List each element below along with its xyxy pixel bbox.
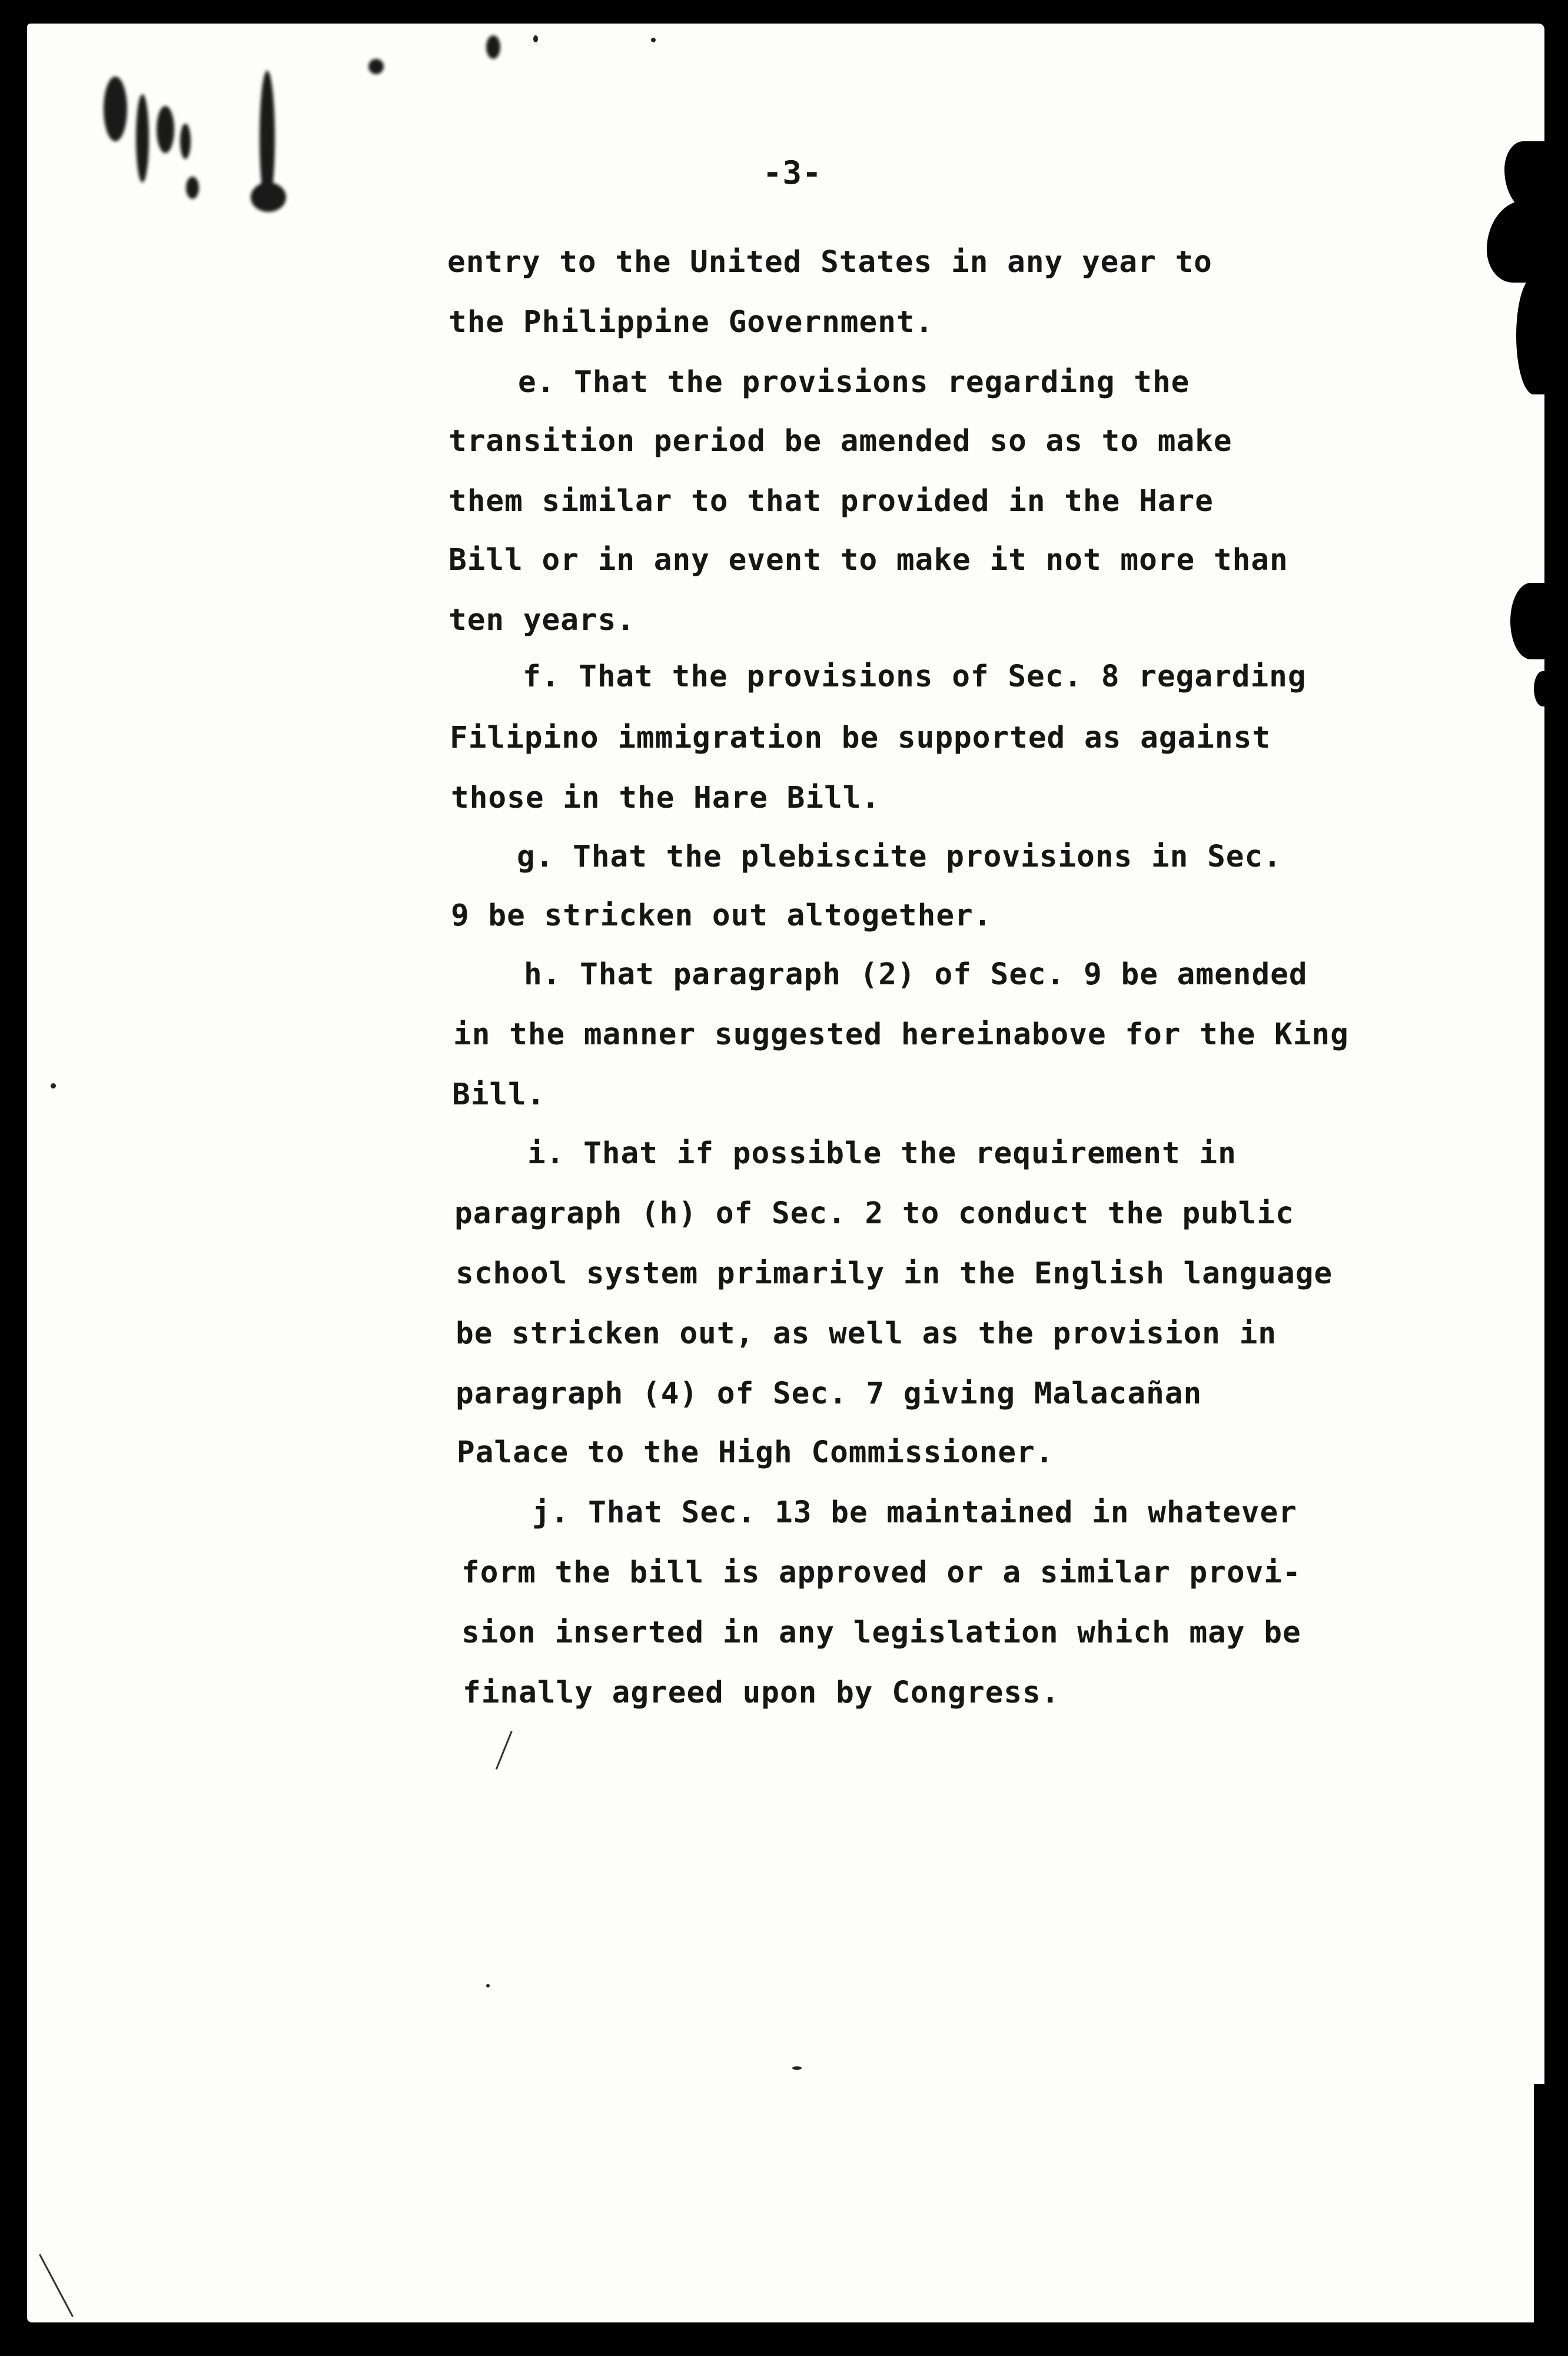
pen-mark (39, 2254, 74, 2317)
text-line: g. That the plebiscite provisions in Sec. (517, 839, 1282, 874)
ink-speck (651, 38, 656, 42)
text-line: in the manner suggested hereinabove for the King (453, 1017, 1349, 1052)
text-line: paragraph (4) of Sec. 7 giving Malacañan (456, 1376, 1202, 1411)
ink-speck (51, 1083, 56, 1089)
ink-smudge (251, 182, 286, 212)
page-number: -3- (763, 154, 822, 191)
text-line: e. That the provisions regarding the (518, 365, 1190, 400)
text-line: paragraph (h) of Sec. 2 to conduct the public (454, 1196, 1294, 1231)
text-line: Bill. (452, 1077, 546, 1112)
ink-smudge (104, 77, 127, 141)
text-line: sion inserted in any legislation which may be (461, 1615, 1301, 1650)
text-line: i. That if possible the requirement in (527, 1136, 1237, 1171)
text-line: be stricken out, as well as the provision in (456, 1316, 1277, 1351)
text-line: Palace to the High Commissioner. (457, 1435, 1054, 1470)
torn-edge (1534, 671, 1552, 706)
text-line: those in the Hare Bill. (451, 781, 881, 815)
ink-speck (533, 35, 538, 42)
ink-speck (792, 2066, 802, 2070)
text-line: them similar to that provided in the Hare (449, 484, 1214, 519)
torn-edge (1516, 277, 1552, 394)
torn-edge (1510, 583, 1552, 659)
text-line: f. That the provisions of Sec. 8 regarding (523, 659, 1307, 694)
text-line: 9 be stricken out altogether. (451, 898, 992, 933)
ink-smudge (486, 35, 500, 59)
text-line: transition period be amended so as to make (449, 424, 1233, 459)
text-line: h. That paragraph (2) of Sec. 9 be amended (524, 957, 1308, 992)
ink-smudge (157, 106, 174, 153)
text-line: the Philippine Government. (449, 305, 934, 340)
ink-smudge (180, 124, 191, 159)
text-line: Filipino immigration be supported as against (450, 721, 1271, 755)
ink-smudge (186, 177, 199, 199)
text-line: form the bill is approved or a similar provi- (461, 1555, 1301, 1590)
text-line: j. That Sec. 13 be maintained in whatever (532, 1495, 1297, 1530)
text-line: finally agreed upon by Congress. (463, 1675, 1060, 1710)
text-line: ten years. (449, 603, 636, 638)
text-line: entry to the United States in any year to (447, 245, 1212, 280)
text-line: Bill or in any event to make it not more than (449, 543, 1288, 578)
text-line: school system primarily in the English language (456, 1256, 1333, 1291)
ink-speck (486, 1984, 490, 1987)
ink-smudge (136, 94, 149, 182)
pen-mark (496, 1731, 513, 1770)
torn-edge (1487, 200, 1552, 283)
ink-smudge (368, 59, 384, 74)
torn-edge (1534, 2084, 1552, 2331)
